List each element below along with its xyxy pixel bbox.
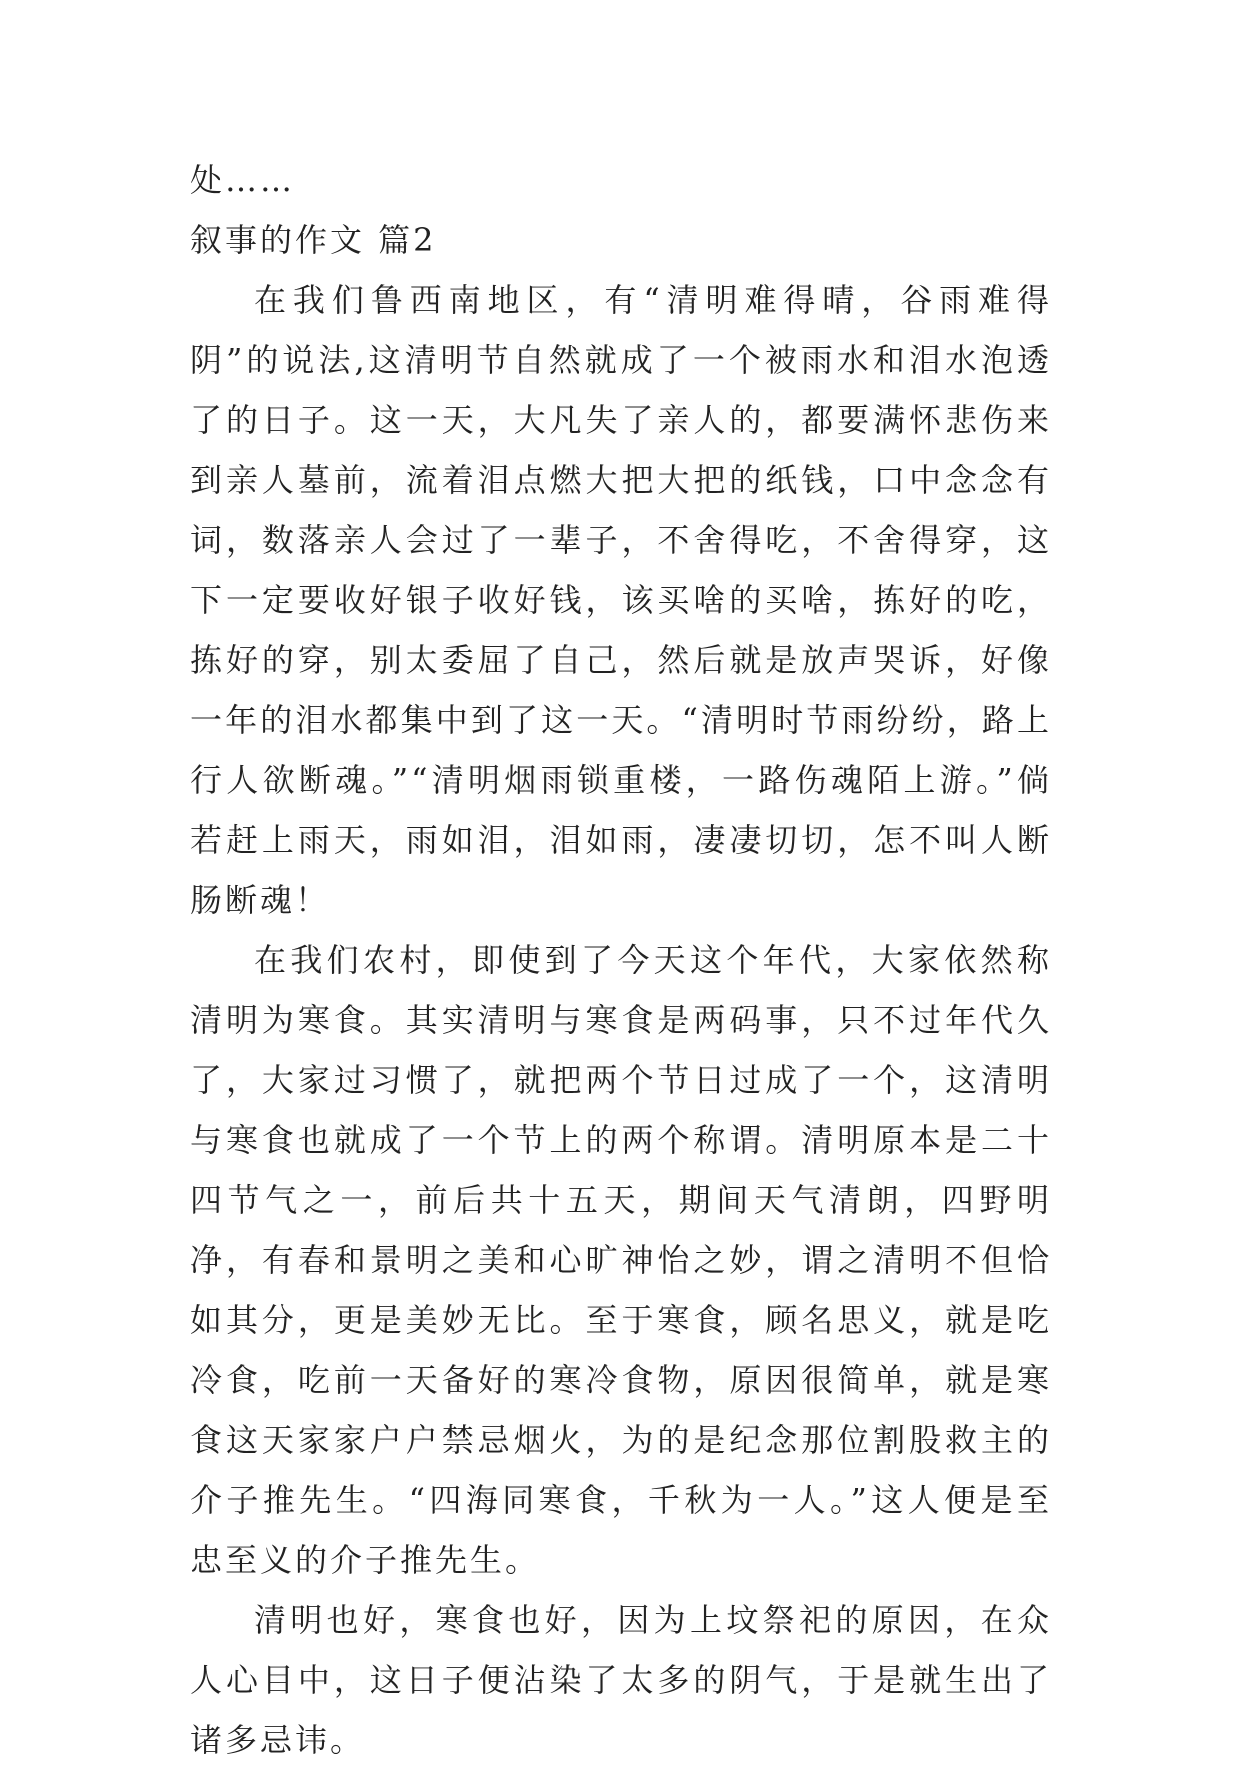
continuation-line: 处…… (190, 161, 296, 199)
article-body (190, 150, 1052, 1770)
paragraph-2: 在我们农村，即使到了今天这个年代，大家依然称清明为寒食。其实清明与寒食是两码事，只不过年代久了，大家过习惯了，就把两个节日过成了一个，这清明与寒食也就成了一个节上的两个称谓。清明原本是二十四节气之一，前后共十五天，期间天气清朗，四野明净，有春和景明之美和心旷神怡之妙，谓之清明不但恰如其分，更是美妙无比。至于寒食，顾名思义，就是吃冷食，吃前一天备好的寒冷食物，原因很简单，就是寒食这天家家户户禁忌烟火，为的是纪念那位割股救主的介子推先生。“四海同寒食，千秋为一人。”这人便是至忠至义的介子推先生。 (190, 941, 1052, 1579)
article-heading: 叙事的作文 篇2 (190, 221, 437, 259)
paragraph-3: 清明也好，寒食也好，因为上坟祭祀的原因，在众人心目中，这日子便沾染了太多的阴气，于是就生出了诸多忌讳。 (190, 1601, 1052, 1759)
paragraph-1: 在我们鲁西南地区，有“清明难得晴，谷雨难得阴”的说法,这清明节自然就成了一个被雨水和泪水泡透了的日子。这一天，大凡失了亲人的，都要满怀悲伤来到亲人墓前，流着泪点燃大把大把的纸钱，口中念念有词，数落亲人会过了一辈子，不舍得吃，不舍得穿，这下一定要收好银子收好钱，该买啥的买啥，拣好的吃，拣好的穿，别太委屈了自己，然后就是放声哭诉，好像一年的泪水都集中到了这一天。“清明时节雨纷纷，路上行人欲断魂。”“清明烟雨锁重楼，一路伤魂陌上游。”倘若赶上雨天，雨如泪，泪如雨，凄凄切切，怎不叫人断肠断魂！ (190, 281, 1052, 919)
